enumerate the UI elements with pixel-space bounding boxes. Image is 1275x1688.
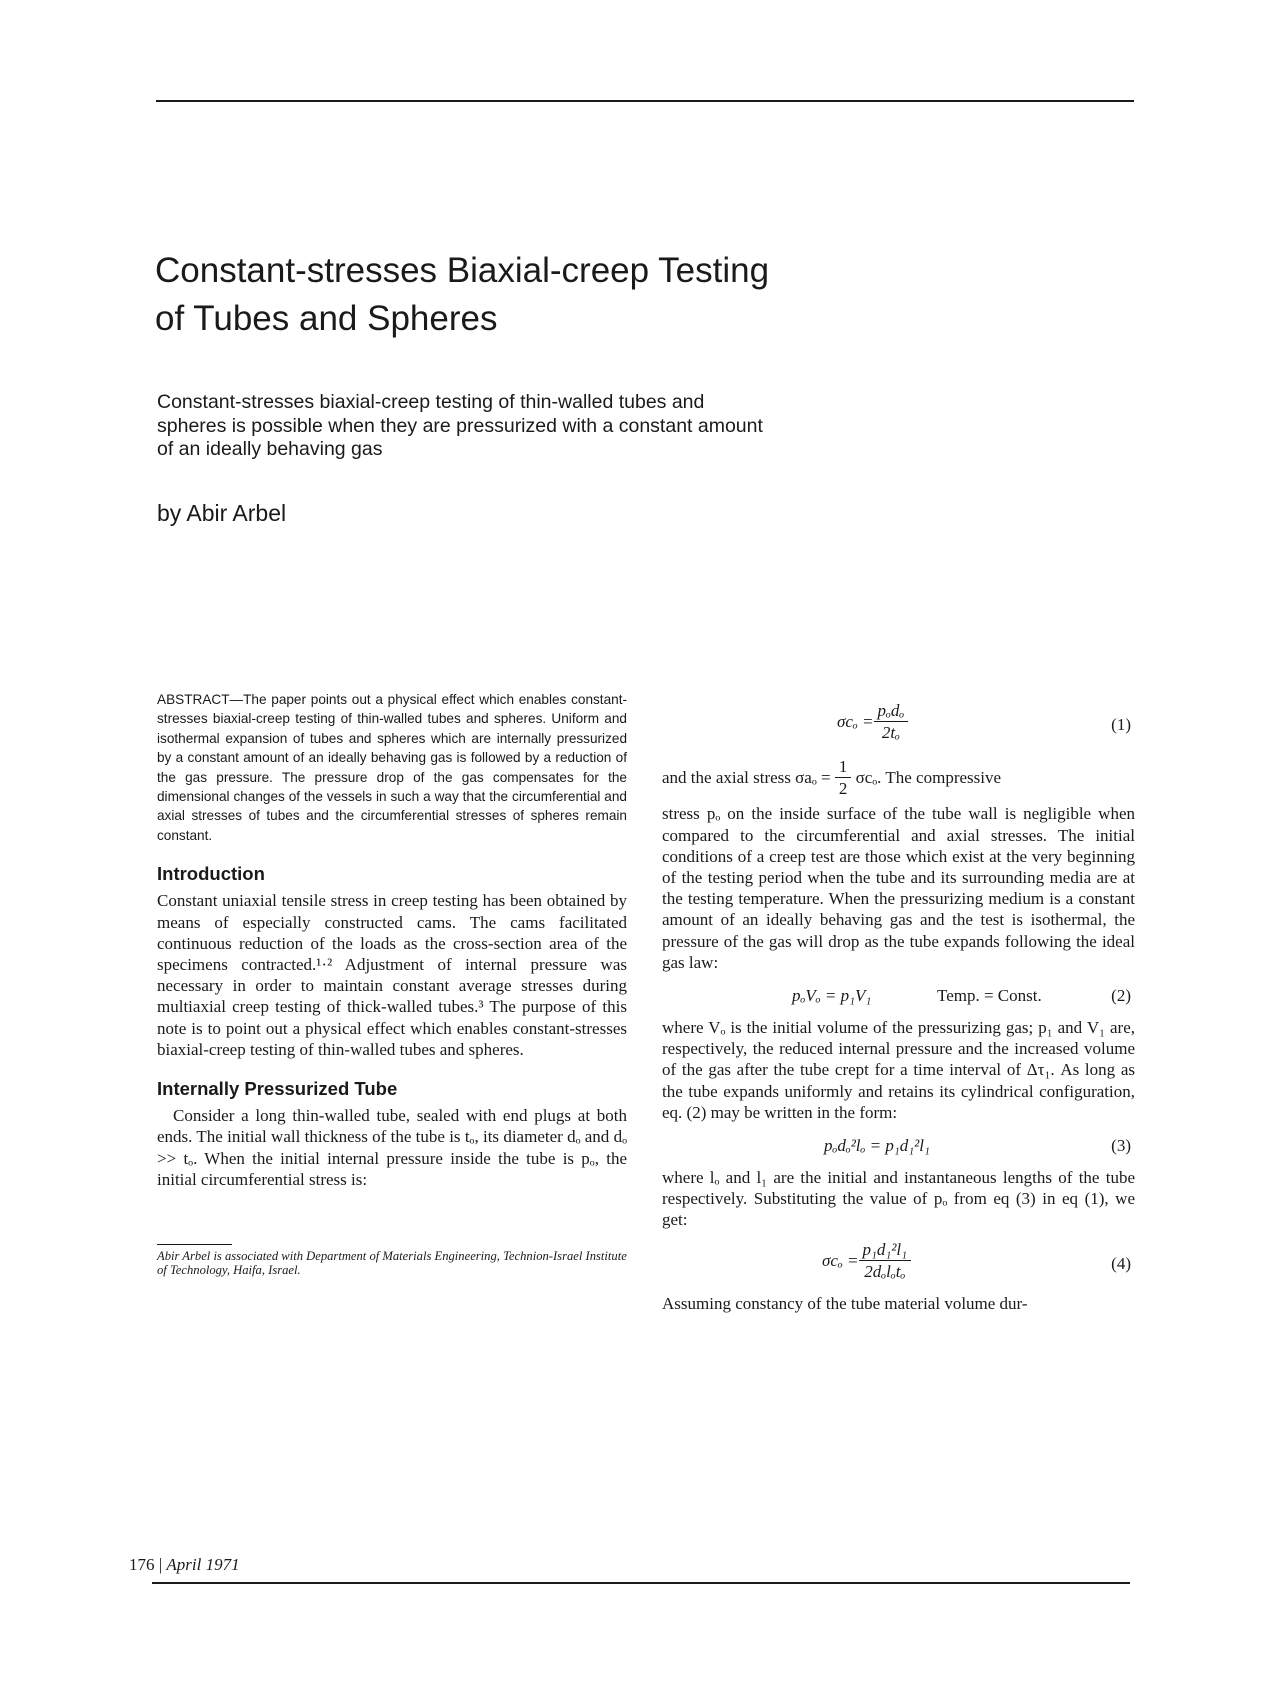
page-number: 176 (129, 1555, 155, 1574)
eq2-label: (2) (1111, 986, 1131, 1006)
eq4-numerator: p₁d₁²l₁ (859, 1239, 912, 1261)
eq1-fraction (874, 700, 909, 743)
equation-4 (662, 1239, 1135, 1293)
article-title (155, 247, 1055, 343)
eq1-denominator: 2tₒ (881, 723, 900, 743)
title-line-1: Constant-stresses Biaxial-creep Testing (155, 251, 770, 290)
eq2-condition: Temp. = Const. (937, 986, 1042, 1006)
axial-text-post: σcₒ. The compressive (855, 768, 1002, 788)
eq1-numerator: pₒdₒ (874, 700, 909, 722)
introduction-paragraph: Constant uniaxial tensile stress in creep testing has been obtained by means of especially constructed cams. The cams facilitated continuous reduction of the loads as the cross-section area of the specimens contracted.¹·² Adjustment of internal pressure was necessary in order to maintain constant average stresses during multiaxial creep testing of thick-walled tubes.³ The purpose of this note is to point out a physical effect which enables constant-stresses biaxial-creep testing of thin-walled tubes and spheres. (157, 891, 627, 1059)
eq3-label: (3) (1111, 1136, 1131, 1156)
title-line-2: of Tubes and Spheres (155, 299, 498, 338)
bottom-rule (152, 1582, 1130, 1584)
left-column (157, 690, 627, 1277)
right-paragraph-3: where lₒ and l₁ are the initial and instantaneous lengths of the tube respectively. Substituting the value of pₒ from eq (3) in eq (1), we get: (662, 1168, 1135, 1230)
top-rule (156, 100, 1134, 102)
right-paragraph-2: where Vₒ is the initial volume of the pressurizing gas; p₁ and V₁ are, respectively, the reduced internal pressure and the increased volume of the gas after the tube crept for a time interval of Δτ₁. As long as the tube expands uniformly and retains its cylindrical configuration, eq. (2) may be written in the form: (662, 1018, 1135, 1122)
footnote-rule (157, 1244, 232, 1245)
eq1-label: (1) (1111, 715, 1131, 734)
abstract: ABSTRACT—The paper points out a physical effect which enables constant-stresses biaxial-creep testing of thin-walled tubes and spheres. Uniform and isothermal expansion of tubes and spheres which are internally pressurized by a constant amount of an ideally behaving gas is followed by a reduction of the gas pressure. The pressure drop of the gas compensates for the dimensional changes of the vessels in such a way that the circumferential and axial stresses of tubes and the circumferential stresses of spheres remain constant. (157, 692, 627, 843)
equation-1 (662, 700, 1135, 754)
eq4-lhs: σcₒ = (822, 1250, 859, 1270)
right-paragraph-4: Assuming constancy of the tube material volume dur- (662, 1293, 1028, 1313)
eq4-denominator: 2dₒlₒtₒ (864, 1261, 906, 1281)
axial-stress-line (662, 756, 1135, 799)
eq1-lhs: σcₒ = (837, 712, 874, 732)
equation-3 (662, 1133, 1135, 1167)
page-footer (129, 1555, 240, 1575)
axial-denominator: 2 (838, 779, 848, 799)
author-byline: by Abir Arbel (157, 500, 287, 526)
eq2-expression: pₒVₒ = p₁V₁ (792, 986, 872, 1006)
axial-text-pre: and the axial stress σaₒ = (662, 768, 831, 788)
right-paragraph-1: stress pₒ on the inside surface of the tube wall is negligible when compared to the circumferential and axial stresses. The initial conditions of a creep test are those which exist at the very beginning of the testing period when the tube and its surrounding media are at the testing temperature. When the pressurizing medium is a constant amount of an ideally behaving gas and the test is isothermal, the pressure of the gas will drop as the tube expands following the ideal gas law: (662, 804, 1135, 972)
tube-section-heading: Internally Pressurized Tube (157, 1078, 398, 1100)
eq4-fraction (859, 1239, 912, 1282)
axial-fraction (835, 756, 852, 799)
equation-2 (662, 983, 1135, 1017)
footer-separator: | (158, 1555, 163, 1574)
axial-numerator: 1 (835, 756, 852, 778)
article-subtitle: Constant-stresses biaxial-creep testing of thin-walled tubes and spheres is possible when they are pressurized with a constant amount of an ideally behaving gas (157, 391, 763, 460)
issue-date: April 1971 (166, 1555, 240, 1574)
eq3-expression: pₒdₒ²lₒ = p₁d₁²l₁ (824, 1136, 930, 1156)
eq4-label: (4) (1111, 1253, 1131, 1273)
right-column (662, 700, 1135, 1332)
author-footnote: Abir Arbel is associated with Department of Materials Engineering, Technion-Israel Institute of Technology, Haifa, Israel. (157, 1249, 627, 1278)
tube-paragraph: Consider a long thin-walled tube, sealed with end plugs at both ends. The initial wall thickness of the tube is tₒ, its diameter dₒ and dₒ >> tₒ. When the initial internal pressure inside the tube is pₒ, the initial circumferential stress is: (157, 1106, 627, 1189)
introduction-heading: Introduction (157, 863, 265, 885)
